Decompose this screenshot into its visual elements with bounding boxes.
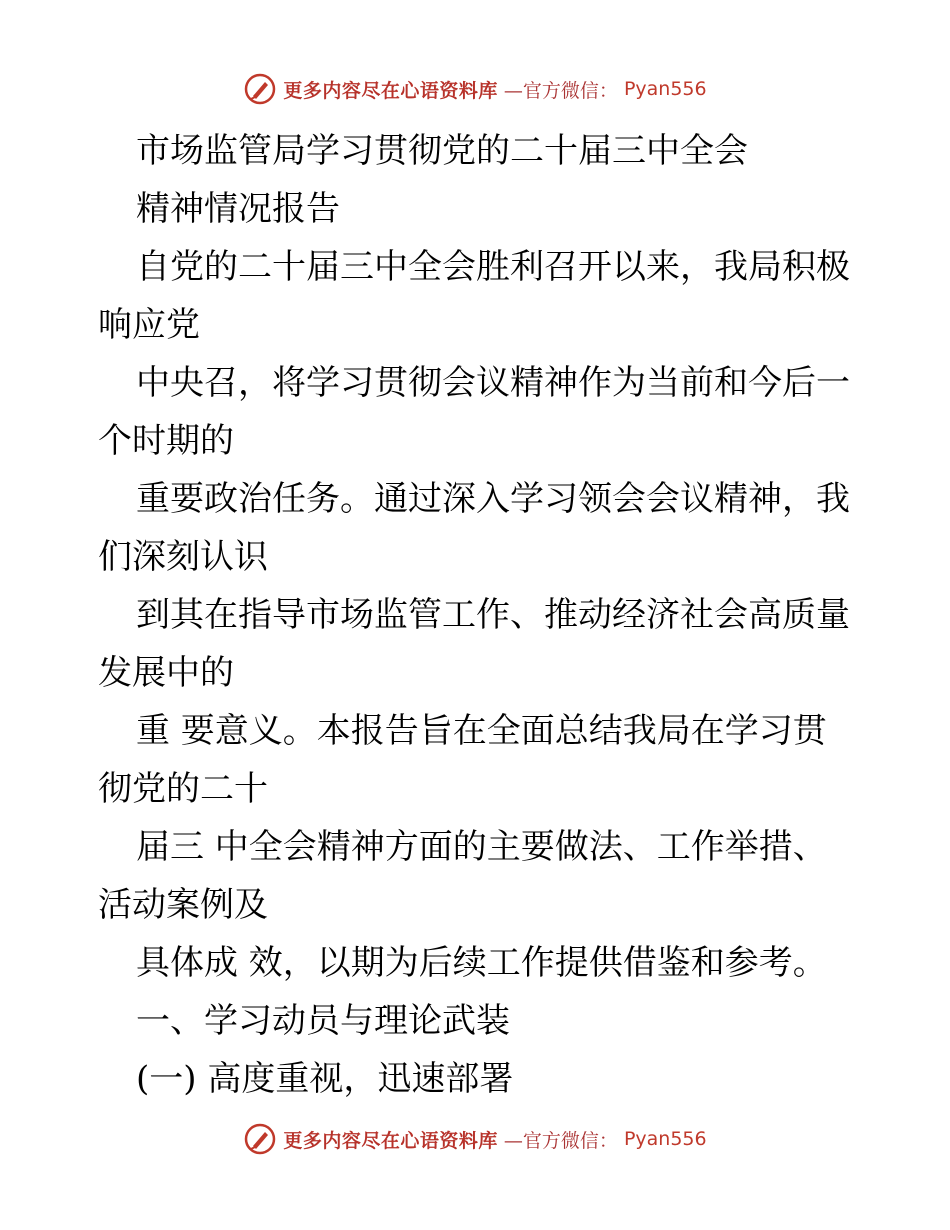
paragraph-line: 们深刻认识 bbox=[98, 537, 268, 577]
doc-title-line-1: 市场监管局学习贯彻党的二十届三中全会 bbox=[136, 131, 748, 171]
banner-prefix-text: 更多内容尽在心语资料库 bbox=[283, 1129, 498, 1152]
paragraph-line: 具体成 效，以期为后续工作提供借鉴和参考。 bbox=[136, 943, 827, 983]
paragraph-line: 个时期的 bbox=[98, 421, 234, 461]
banner-suffix-text: —官方微信： bbox=[503, 1129, 618, 1152]
paragraph-line: 重 要意义。本报告旨在全面总结我局在学习贯 bbox=[136, 711, 827, 751]
subsection-heading: (一) 高度重视，迅速部署 bbox=[136, 1059, 514, 1099]
paragraph-line: 中央召，将学习贯彻会议精神作为当前和今后一 bbox=[136, 363, 850, 403]
quill-logo-icon bbox=[243, 72, 277, 106]
paragraph-line: 重要政治任务。通过深入学习领会会议精神，我 bbox=[136, 479, 850, 519]
section-heading: 一、学习动员与理论武装 bbox=[136, 1001, 510, 1041]
footer-watermark-banner bbox=[0, 1122, 950, 1156]
paragraph-line: 发展中的 bbox=[98, 653, 234, 693]
banner-handle-text: Pyan556 bbox=[623, 1128, 707, 1150]
doc-title-line-2: 精神情况报告 bbox=[136, 189, 340, 229]
paragraph-line: 活动案例及 bbox=[98, 885, 268, 925]
header-watermark-banner bbox=[0, 72, 950, 106]
document-body bbox=[98, 122, 858, 1108]
paragraph-line: 到其在指导市场监管工作、推动经济社会高质量 bbox=[136, 595, 850, 635]
banner-handle-text: Pyan556 bbox=[623, 78, 707, 100]
quill-logo-icon bbox=[243, 1122, 277, 1156]
paragraph-line: 响应党 bbox=[98, 305, 200, 345]
paragraph-line: 自党的二十届三中全会胜利召开以来，我局积极 bbox=[136, 247, 850, 287]
paragraph-line: 彻党的二十 bbox=[98, 769, 268, 809]
paragraph-line: 届三 中全会精神方面的主要做法、工作举措、 bbox=[136, 827, 827, 867]
banner-prefix-text: 更多内容尽在心语资料库 bbox=[283, 79, 498, 102]
banner-suffix-text: —官方微信： bbox=[503, 79, 618, 102]
